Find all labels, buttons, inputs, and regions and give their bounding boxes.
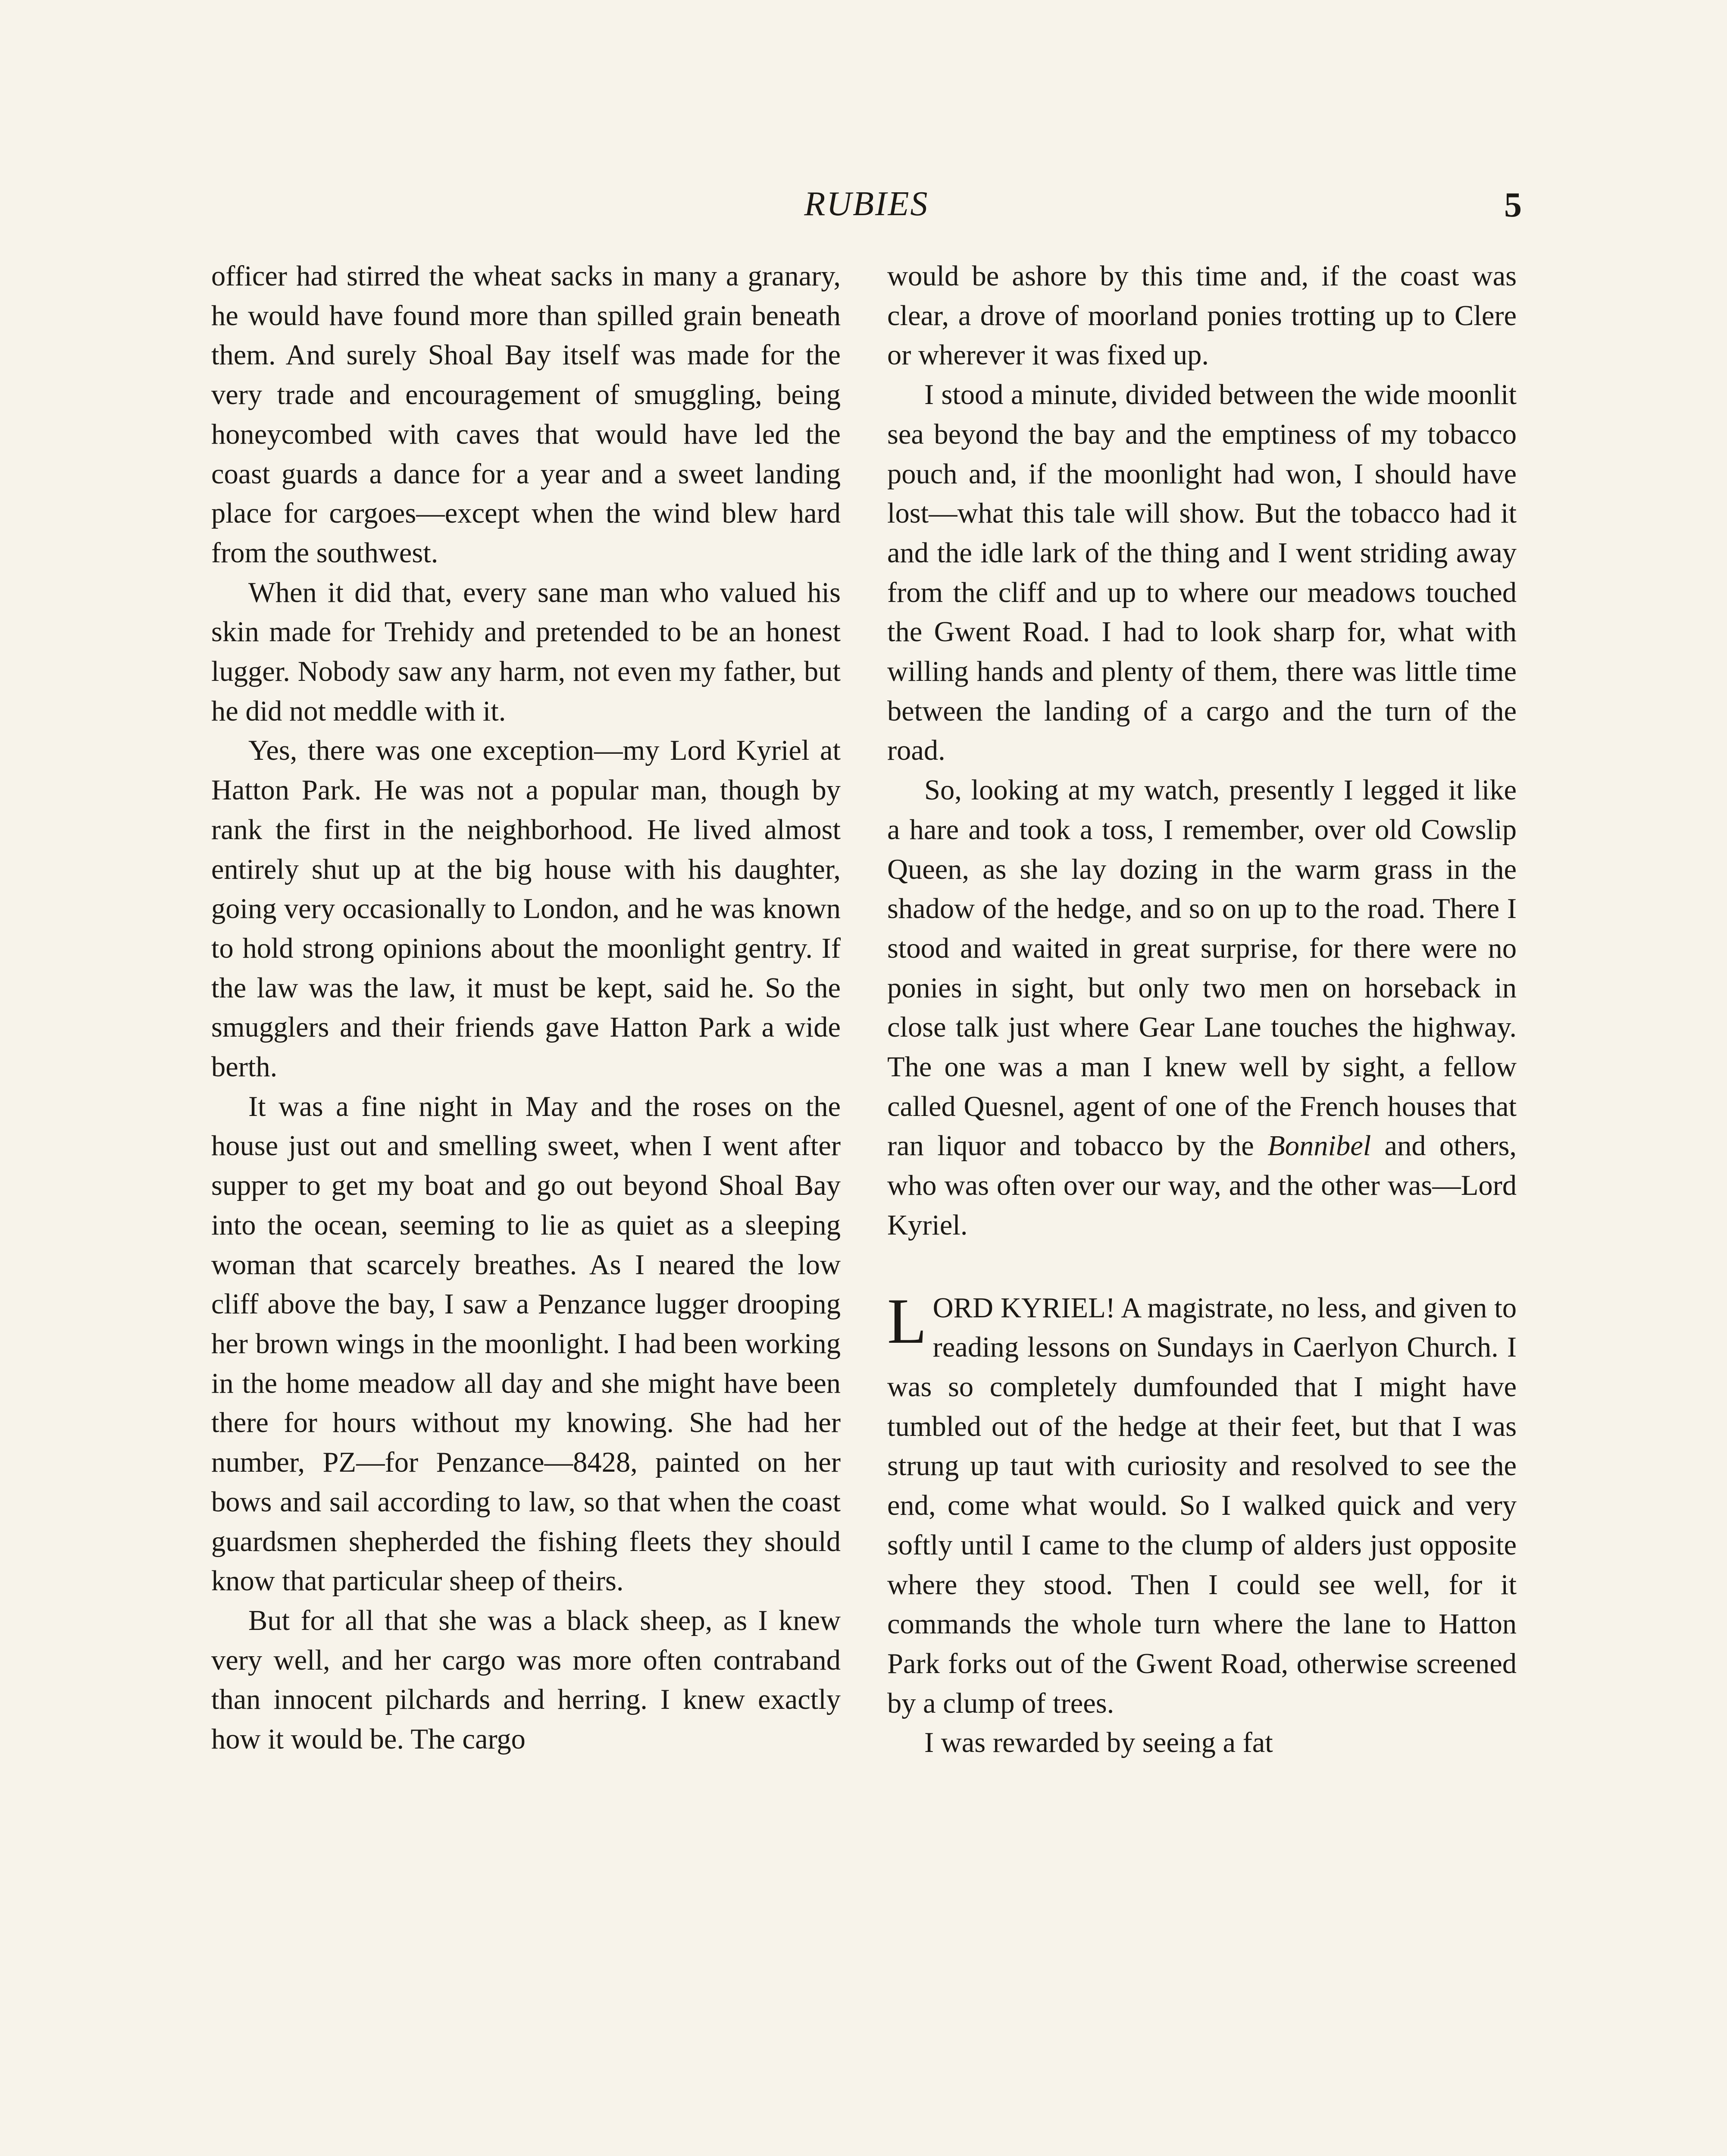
page-number: 5 xyxy=(1504,185,1522,224)
paragraph: would be ashore by this time and, if the coast was clear, a drove of moorland ponies trotting up to Clere or wherever it was fixed up. xyxy=(887,260,1517,371)
paragraph: I stood a minute, divided between the wide moonlit sea beyond the bay and the emptiness of my tobacco pouch and, if the moonlight had won, I should have lost—what this tale will show. But the tobacco had it and the idle lark of the thing and I went striding away from the cliff and up to where our meadows touched the Gwent Road. I had to look sharp for, what with willing hands and plenty of them, there was little time between the landing of a cargo and the turn of the road. xyxy=(887,379,1517,767)
page-header xyxy=(211,185,1522,236)
right-column xyxy=(887,257,1517,1763)
paragraph-text: ORD KYRIEL! A magistrate, no less, and given to reading lessons on Sundays in Caerlyon Church. I was so completely dumfounded that I might have tumbled out of the hedge at their feet, but that I was strung up taut with curiosity and resolved to see the end, come what would. So I walked quick and very softly until I came to the clump of alders just opposite where they stood. Then I could see well, for it commands the whole turn where the lane to Hatton Park forks out of the Gwent Road, otherwise screened by a clump of trees. xyxy=(887,1292,1517,1719)
running-title: RUBIES xyxy=(804,185,929,223)
paragraph: I was rewarded by seeing a fat xyxy=(924,1727,1273,1759)
boat-name: Bonnibel xyxy=(1267,1130,1371,1162)
section-break xyxy=(887,1245,1517,1288)
paragraph: But for all that she was a black sheep, as I knew very well, and her cargo was more often contraband than innocent pilchards and herring. I knew exactly how it would be. The cargo xyxy=(211,1604,841,1755)
paragraph xyxy=(887,1285,1517,1724)
paragraph: It was a fine night in May and the roses on the house just out and smelling sweet, when I went after supper to get my boat and go out beyond Shoal Bay into the ocean, seeming to lie as quiet as a sleeping woman that scarcely breathes. As I neared the low cliff above the bay, I saw a Penzance lugger drooping her brown wings in the moonlight. I had been working in the home meadow all day and she might have been there for hours without my knowing. She had her number, PZ—for Penzance—8428, painted on her bows and sail according to law, so that when the coast guardsmen shepherded the fishing fleets they should know that particular sheep of theirs. xyxy=(211,1091,841,1597)
left-column xyxy=(211,257,841,1759)
paragraph: When it did that, every sane man who valued his skin made for Trehidy and pretended to be an honest lugger. Nobody saw any harm, not even my father, but he did not meddle with it. xyxy=(211,577,841,727)
paragraph xyxy=(887,771,1517,1245)
paragraph: officer had stirred the wheat sacks in many a granary, he would have found more than spilled grain beneath them. And surely Shoal Bay itself was made for the very trade and encouragement of smuggling, being honeycombed with caves that would have led the coast guards a dance for a year and a sweet landing place for cargoes—except when the wind blew hard from the southwest. xyxy=(211,260,841,569)
paragraph-text: and others, who was often over our way, and the other was—Lord Kyriel. xyxy=(887,1130,1517,1241)
drop-cap: L xyxy=(887,1285,927,1357)
paragraph: Yes, there was one exception—my Lord Kyriel at Hatton Park. He was not a popular man, though by rank the first in the neighborhood. He lived almost entirely shut up at the big house with his daughter, going very occasionally to London, and he was known to hold strong opinions about the moonlight gentry. If the law was the law, it must be kept, said he. So the smugglers and their friends gave Hatton Park a wide berth. xyxy=(211,735,841,1083)
paragraph-text: So, looking at my watch, presently I legged it like a hare and took a toss, I remember, over old Cowslip Queen, as she lay dozing in the warm grass in the shadow of the hedge, and so on up to the road. There I stood and waited in great surprise, for there were no ponies in sight, but only two men on horseback in close talk just where Gear Lane touches the highway. The one was a man I knew well by sight, a fellow called Quesnel, agent of one of the French houses that ran liquor and tobacco by the xyxy=(887,774,1517,1162)
